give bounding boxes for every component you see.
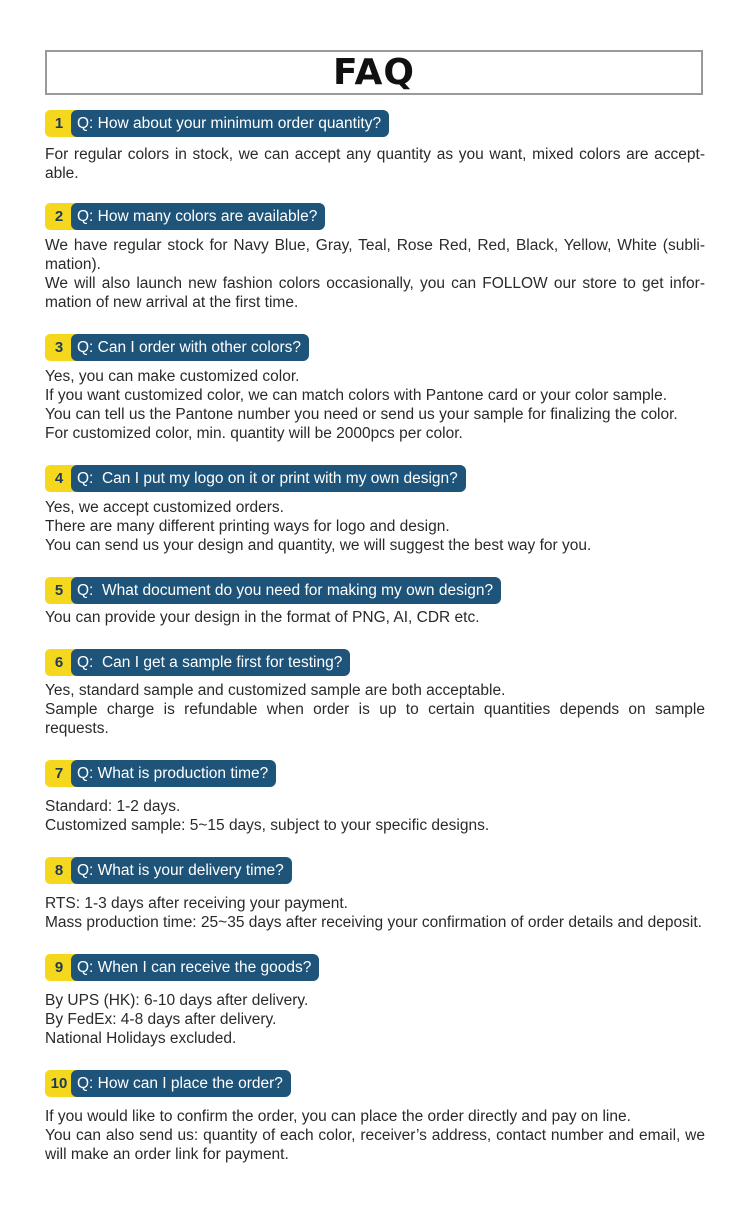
answer-line: There are many different printing ways for logo and design. (45, 518, 450, 535)
faq-answer-2 (45, 236, 705, 312)
faq-question-4 (45, 465, 466, 492)
answer-line: We will also launch new fashion colors occasionally, you can FOLLOW our store to get infor-mation of new arrival at the first time. (45, 275, 705, 311)
question-label: Q: What is your delivery time? (71, 857, 292, 884)
question-label: Q: Can I put my logo on it or print with my own design? (71, 465, 466, 492)
question-label: Q: How can I place the order? (71, 1070, 291, 1097)
faq-question-10 (45, 1070, 291, 1097)
faq-answer-1 (45, 145, 705, 183)
answer-line: Customized sample: 5~15 days, subject to your specific designs. (45, 817, 490, 834)
answer-line: You can provide your design in the format of PNG, AI, CDR etc. (45, 609, 480, 626)
faq-question-8 (45, 857, 292, 884)
question-label: Q: When I can receive the goods? (71, 954, 319, 981)
question-number-badge: 9 (45, 954, 79, 981)
question-label: Q: How about your minimum order quantity? (71, 110, 389, 137)
answer-line: Yes, we accept customized orders. (45, 499, 284, 516)
answer-line: For customized color, min. quantity will be 2000pcs per color. (45, 425, 463, 442)
answer-line: By UPS (HK): 6-10 days after delivery. (45, 992, 309, 1009)
question-label: Q: Can I get a sample first for testing? (71, 649, 350, 676)
question-number-badge: 10 (45, 1070, 79, 1097)
answer-line: You can tell us the Pantone number you need or send us your sample for finalizing the color. (45, 406, 678, 423)
answer-line: Standard: 1-2 days. (45, 798, 181, 815)
question-number-badge: 1 (45, 110, 79, 137)
faq-answer-3 (45, 367, 705, 443)
question-label: Q: How many colors are available? (71, 203, 325, 230)
faq-answer-8 (45, 894, 705, 932)
faq-answer-10 (45, 1107, 705, 1164)
question-label: Q: What is production time? (71, 760, 276, 787)
answer-line: You can also send us: quantity of each color, receiver’s address, contact number and email, we will make an order link for payment. (45, 1127, 705, 1163)
question-number-badge: 4 (45, 465, 79, 492)
faq-title-box (45, 50, 703, 95)
faq-question-9 (45, 954, 319, 981)
answer-line: For regular colors in stock, we can accept any quantity as you want, mixed colors are accept-able. (45, 146, 705, 182)
faq-answer-5 (45, 608, 705, 627)
faq-answer-6 (45, 681, 705, 738)
faq-answer-4 (45, 498, 705, 555)
answer-line: You can send us your design and quantity, we will suggest the best way for you. (45, 537, 592, 554)
answer-line: If you want customized color, we can match colors with Pantone card or your color sample. (45, 387, 668, 404)
faq-question-7 (45, 760, 276, 787)
answer-line: If you would like to confirm the order, you can place the order directly and pay on line. (45, 1108, 631, 1125)
question-number-badge: 8 (45, 857, 79, 884)
answer-line: We have regular stock for Navy Blue, Gray, Teal, Rose Red, Red, Black, Yellow, White (subli-mation). (45, 237, 705, 273)
answer-line: Sample charge is refundable when order is up to certain quantities depends on sample requests. (45, 701, 705, 737)
question-label: Q: Can I order with other colors? (71, 334, 309, 361)
question-number-badge: 2 (45, 203, 79, 230)
answer-line: National Holidays excluded. (45, 1030, 237, 1047)
faq-question-3 (45, 334, 309, 361)
answer-line: By FedEx: 4-8 days after delivery. (45, 1011, 277, 1028)
faq-answer-7 (45, 797, 705, 835)
answer-line: Yes, you can make customized color. (45, 368, 300, 385)
question-number-badge: 3 (45, 334, 79, 361)
question-number-badge: 7 (45, 760, 79, 787)
question-label: Q: What document do you need for making my own design? (71, 577, 501, 604)
faq-question-1 (45, 110, 389, 137)
question-number-badge: 5 (45, 577, 79, 604)
faq-question-6 (45, 649, 350, 676)
faq-question-5 (45, 577, 501, 604)
answer-line: Mass production time: 25~35 days after receiving your confirmation of order details and deposit. (45, 914, 702, 931)
faq-answer-9 (45, 991, 705, 1048)
answer-line: Yes, standard sample and customized sample are both acceptable. (45, 682, 506, 699)
answer-line: RTS: 1-3 days after receiving your payment. (45, 895, 348, 912)
question-number-badge: 6 (45, 649, 79, 676)
page-title: FAQ (333, 52, 415, 93)
faq-question-2 (45, 203, 325, 230)
